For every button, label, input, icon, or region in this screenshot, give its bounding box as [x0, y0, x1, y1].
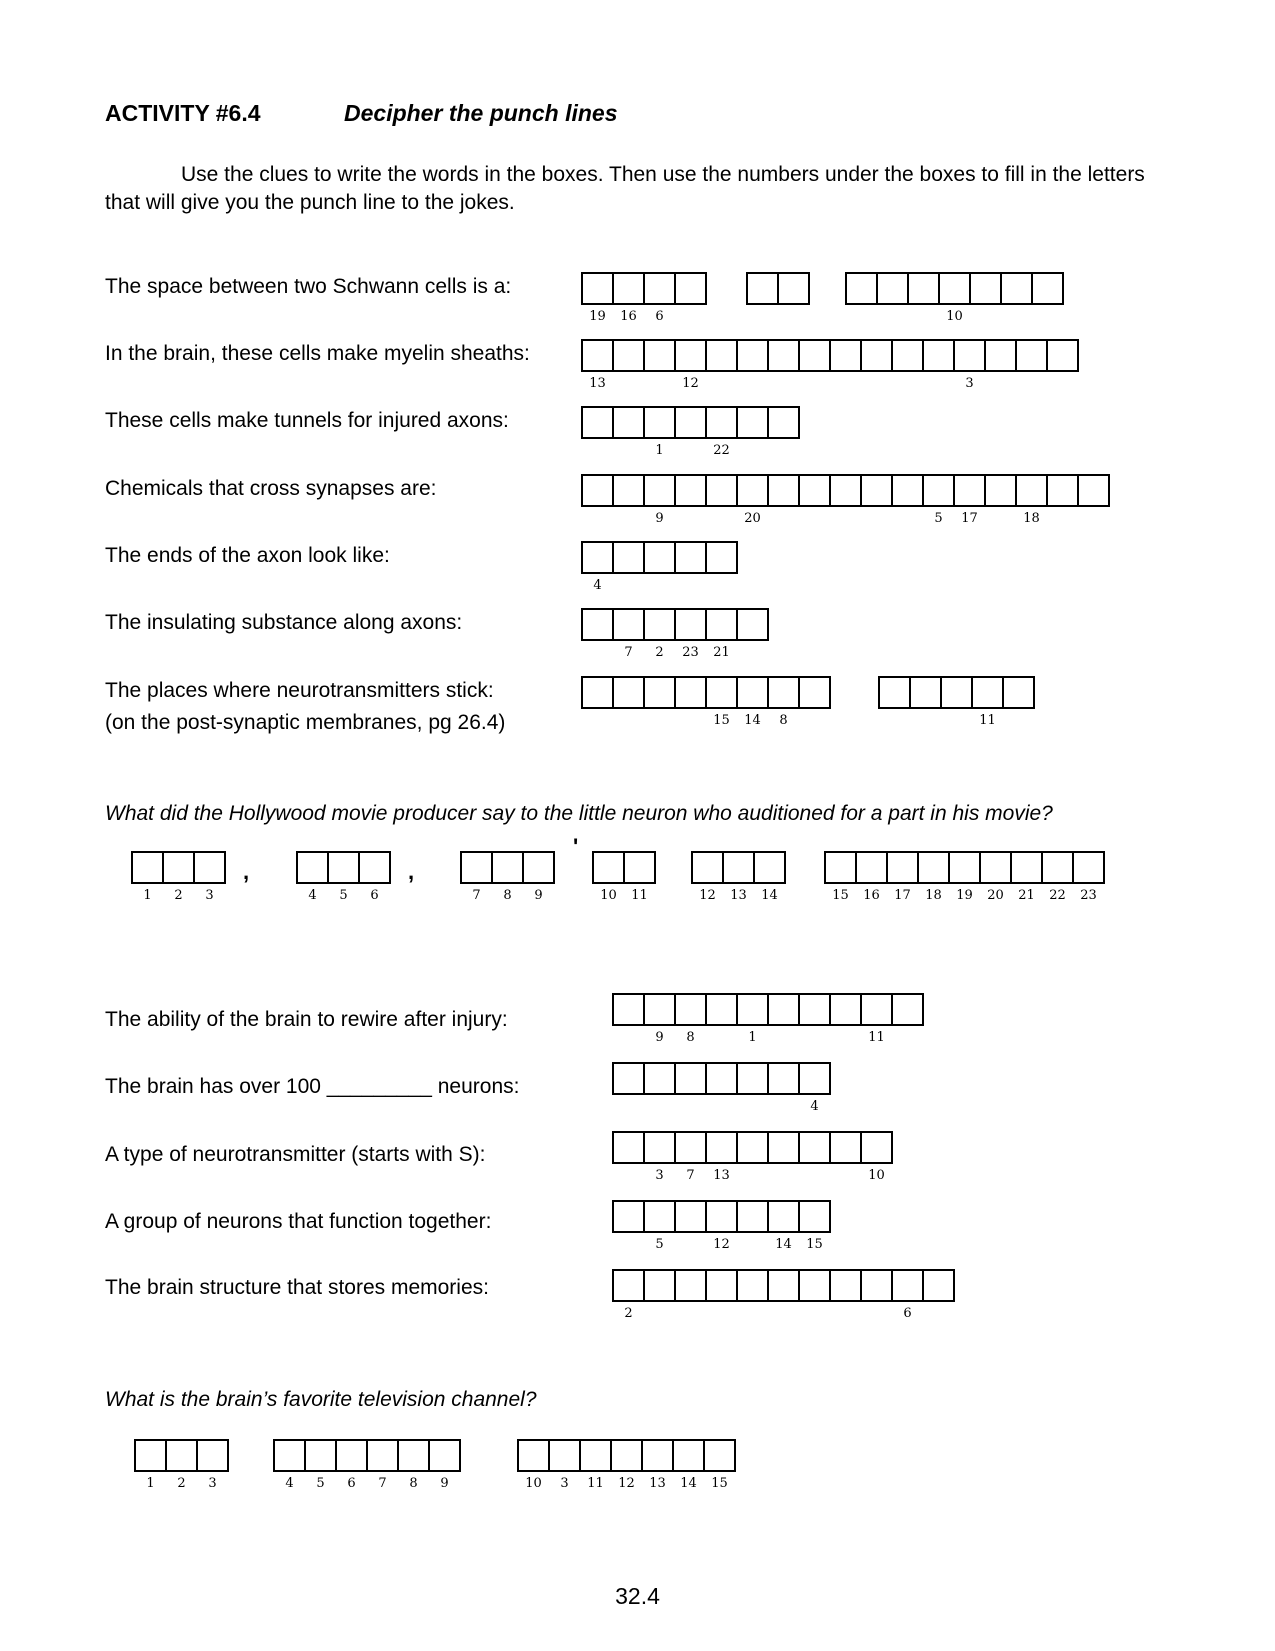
letter-number: 2 [177, 1476, 186, 1491]
letter-box[interactable] [767, 676, 800, 728]
letter-box[interactable] [612, 1062, 645, 1095]
letter-box[interactable] [674, 406, 707, 439]
letter-number: 15 [832, 888, 849, 903]
letter-box[interactable] [705, 1131, 738, 1183]
letter-box[interactable] [165, 1439, 198, 1491]
letter-box[interactable] [579, 1439, 612, 1491]
letter-box[interactable] [643, 1269, 676, 1302]
clue-text: The places where neurotransmitters stick: [105, 679, 494, 702]
letter-box[interactable] [971, 676, 1004, 728]
letter-box[interactable] [612, 993, 645, 1026]
letter-box[interactable] [1015, 474, 1048, 526]
letter-box[interactable] [860, 474, 893, 507]
clue-text: The space between two Schwann cells is a: [105, 275, 512, 298]
clue-text: The insulating substance along axons: [105, 611, 463, 634]
letter-box[interactable] [592, 851, 625, 903]
letter-box[interactable] [674, 676, 707, 709]
letter-number: 10 [600, 888, 617, 903]
letter-number: 1 [143, 888, 152, 903]
letter-box[interactable] [736, 1131, 769, 1164]
letter-box[interactable] [829, 993, 862, 1026]
letter-box[interactable] [1046, 339, 1079, 372]
letter-box[interactable] [691, 851, 724, 903]
letter-box[interactable] [891, 1269, 924, 1321]
letter-box[interactable] [909, 676, 942, 709]
letter-number: 20 [744, 511, 761, 526]
clue-answer-boxes [581, 541, 738, 593]
letter-number: 13 [713, 1168, 730, 1183]
punch-line-boxes [296, 851, 391, 903]
punch-line-boxes [273, 1439, 461, 1491]
letter-box[interactable] [767, 993, 800, 1026]
letter-number: 4 [308, 888, 317, 903]
letter-box[interactable] [643, 676, 676, 709]
letter-box[interactable] [860, 993, 893, 1045]
letter-box[interactable] [581, 406, 614, 439]
clue-answer-boxes [612, 1269, 955, 1321]
letter-box[interactable] [674, 1200, 707, 1233]
letter-box[interactable] [335, 1439, 368, 1491]
letter-box[interactable] [1002, 676, 1035, 709]
letter-box[interactable] [581, 272, 614, 324]
letter-box[interactable] [522, 851, 555, 903]
clue-text: The ends of the axon look like: [105, 544, 390, 567]
letter-box[interactable] [674, 339, 707, 391]
letter-box[interactable] [917, 851, 950, 903]
letter-box[interactable] [940, 676, 973, 709]
letter-box[interactable] [876, 272, 909, 305]
letter-number: 22 [1049, 888, 1066, 903]
letter-box[interactable] [705, 993, 738, 1026]
joke-question-1: What did the Hollywood movie producer say to the little neuron who auditioned for a part in his movie? [105, 802, 1053, 825]
page-number: 32.4 [615, 1583, 660, 1609]
letter-number: 20 [987, 888, 1004, 903]
letter-number: 10 [946, 309, 963, 324]
letter-number: 12 [618, 1476, 635, 1491]
letter-box[interactable] [196, 1439, 229, 1491]
letter-box[interactable] [134, 1439, 167, 1491]
letter-box[interactable] [674, 541, 707, 574]
punctuation-mark: , [408, 859, 415, 884]
instructions: Use the clues to write the words in the boxes. Then use the numbers under the boxes to fill in the letters that will give you the punch line to the jokes. [105, 163, 1145, 214]
letter-box[interactable] [581, 474, 614, 507]
letter-box[interactable] [767, 474, 800, 507]
activity-title: Decipher the punch lines [344, 100, 618, 126]
clue-answer-boxes [746, 272, 810, 305]
letter-number: 8 [779, 713, 788, 728]
letter-number: 18 [925, 888, 942, 903]
letter-number: 2 [655, 645, 664, 660]
letter-box[interactable] [798, 339, 831, 372]
punctuation-mark: ' [573, 834, 579, 859]
letter-number: 9 [440, 1476, 449, 1491]
letter-box[interactable] [643, 406, 676, 458]
letter-number: 4 [810, 1099, 819, 1114]
letter-box[interactable] [705, 541, 738, 574]
letter-box[interactable] [612, 1200, 645, 1233]
letter-box[interactable] [953, 474, 986, 526]
letter-box[interactable] [705, 339, 738, 372]
letter-box[interactable] [581, 676, 614, 709]
letter-box[interactable] [984, 339, 1017, 372]
letter-number: 13 [649, 1476, 666, 1491]
letter-number: 8 [686, 1030, 695, 1045]
clue-text: The brain structure that stores memories: [105, 1276, 489, 1299]
joke-question-2: What is the brain’s favorite television channel? [105, 1388, 537, 1411]
letter-box[interactable] [736, 1269, 769, 1302]
letter-number: 6 [655, 309, 664, 324]
letter-box[interactable] [705, 676, 738, 728]
letter-box[interactable] [829, 474, 862, 507]
letter-box[interactable] [845, 272, 878, 305]
letter-box[interactable] [1010, 851, 1043, 903]
letter-box[interactable] [517, 1439, 550, 1491]
letter-box[interactable] [612, 676, 645, 709]
letter-box[interactable] [193, 851, 226, 903]
letter-box[interactable] [548, 1439, 581, 1491]
punch-line-boxes [592, 851, 656, 903]
letter-number: 15 [806, 1237, 823, 1252]
letter-box[interactable] [886, 851, 919, 903]
letter-box[interactable] [1000, 272, 1033, 305]
clue-answer-boxes [612, 993, 924, 1045]
letter-box[interactable] [273, 1439, 306, 1491]
letter-box[interactable] [922, 1269, 955, 1302]
letter-box[interactable] [672, 1439, 705, 1491]
letter-number: 18 [1023, 511, 1040, 526]
letter-box[interactable] [581, 608, 614, 641]
letter-box[interactable] [948, 851, 981, 903]
letter-number: 5 [934, 511, 943, 526]
letter-box[interactable] [612, 272, 645, 324]
letter-box[interactable] [829, 339, 862, 372]
letter-box[interactable] [623, 851, 656, 903]
clue-answer-boxes [878, 676, 1035, 728]
letter-number: 8 [409, 1476, 418, 1491]
letter-box[interactable] [643, 993, 676, 1045]
clue-text-note: (on the post-synaptic membranes, pg 26.4) [105, 711, 506, 734]
letter-box[interactable] [824, 851, 857, 903]
letter-box[interactable] [1015, 339, 1048, 372]
letter-number: 23 [1080, 888, 1097, 903]
activity-number: ACTIVITY #6.4 [105, 100, 261, 126]
punch-line-boxes [131, 851, 226, 903]
letter-box[interactable] [460, 851, 493, 903]
letter-box[interactable] [767, 406, 800, 439]
letter-box[interactable] [922, 339, 955, 372]
letter-box[interactable] [829, 1131, 862, 1164]
letter-box[interactable] [705, 608, 738, 660]
letter-box[interactable] [327, 851, 360, 903]
letter-box[interactable] [612, 1269, 645, 1321]
punctuation-mark: , [243, 859, 250, 884]
letter-box[interactable] [674, 474, 707, 507]
letter-box[interactable] [612, 1131, 645, 1164]
letter-box[interactable] [643, 541, 676, 574]
letter-box[interactable] [736, 608, 769, 641]
letter-box[interactable] [296, 851, 329, 903]
letter-box[interactable] [674, 1062, 707, 1095]
letter-number: 14 [680, 1476, 697, 1491]
letter-box[interactable] [397, 1439, 430, 1491]
letter-number: 2 [174, 888, 183, 903]
letter-box[interactable] [753, 851, 786, 903]
letter-number: 13 [589, 376, 606, 391]
letter-box[interactable] [366, 1439, 399, 1491]
letter-box[interactable] [736, 1200, 769, 1233]
letter-number: 14 [775, 1237, 792, 1252]
letter-box[interactable] [736, 676, 769, 728]
letter-box[interactable] [674, 608, 707, 660]
letter-number: 21 [1018, 888, 1035, 903]
letter-number: 7 [686, 1168, 695, 1183]
letter-box[interactable] [705, 1200, 738, 1252]
letter-box[interactable] [736, 474, 769, 526]
letter-number: 10 [525, 1476, 542, 1491]
letter-box[interactable] [610, 1439, 643, 1491]
letter-number: 7 [378, 1476, 387, 1491]
letter-number: 11 [631, 888, 648, 903]
letter-number: 12 [682, 376, 699, 391]
letter-box[interactable] [855, 851, 888, 903]
letter-box[interactable] [798, 676, 831, 709]
letter-number: 16 [620, 309, 637, 324]
letter-box[interactable] [969, 272, 1002, 305]
letter-number: 2 [624, 1306, 633, 1321]
punch-line-boxes [460, 851, 555, 903]
letter-box[interactable] [581, 541, 614, 593]
letter-number: 4 [593, 578, 602, 593]
letter-number: 19 [956, 888, 973, 903]
letter-box[interactable] [674, 993, 707, 1045]
letter-number: 12 [713, 1237, 730, 1252]
letter-number: 21 [713, 645, 730, 660]
letter-number: 11 [979, 713, 996, 728]
letter-box[interactable] [736, 339, 769, 372]
clue-answer-boxes [612, 1131, 893, 1183]
clue-text: A type of neurotransmitter (starts with S): [105, 1143, 486, 1166]
letter-box[interactable] [491, 851, 524, 903]
letter-box[interactable] [1072, 851, 1105, 903]
letter-box[interactable] [703, 1439, 736, 1491]
clue-answer-boxes [612, 1200, 831, 1252]
clue-text: The ability of the brain to rewire after injury: [105, 1008, 508, 1031]
letter-number: 3 [205, 888, 214, 903]
clue-text: Chemicals that cross synapses are: [105, 477, 437, 500]
letter-box[interactable] [798, 1269, 831, 1302]
letter-box[interactable] [1041, 851, 1074, 903]
letter-number: 9 [655, 511, 664, 526]
letter-number: 17 [961, 511, 978, 526]
letter-box[interactable] [798, 993, 831, 1026]
letter-box[interactable] [767, 1269, 800, 1302]
letter-box[interactable] [1046, 474, 1079, 507]
letter-box[interactable] [304, 1439, 337, 1491]
letter-box[interactable] [641, 1439, 674, 1491]
letter-number: 7 [624, 645, 633, 660]
letter-number: 1 [748, 1030, 757, 1045]
letter-number: 11 [868, 1030, 885, 1045]
letter-number: 16 [863, 888, 880, 903]
letter-number: 9 [534, 888, 543, 903]
letter-box[interactable] [1031, 272, 1064, 305]
letter-box[interactable] [705, 1269, 738, 1302]
letter-box[interactable] [798, 1200, 831, 1252]
letter-box[interactable] [979, 851, 1012, 903]
letter-box[interactable] [705, 406, 738, 458]
letter-box[interactable] [953, 339, 986, 391]
letter-number: 3 [655, 1168, 664, 1183]
letter-number: 9 [655, 1030, 664, 1045]
letter-number: 22 [713, 443, 730, 458]
letter-box[interactable] [860, 1269, 893, 1302]
letter-box[interactable] [798, 474, 831, 507]
letter-number: 8 [503, 888, 512, 903]
punch-line-boxes [134, 1439, 229, 1491]
letter-box[interactable] [674, 1131, 707, 1183]
letter-number: 10 [868, 1168, 885, 1183]
punch-line-boxes [517, 1439, 736, 1491]
letter-number: 5 [316, 1476, 325, 1491]
letter-number: 14 [761, 888, 778, 903]
letter-box[interactable] [612, 474, 645, 507]
letter-number: 1 [146, 1476, 155, 1491]
letter-box[interactable] [358, 851, 391, 903]
letter-box[interactable] [612, 339, 645, 372]
letter-box[interactable] [131, 851, 164, 903]
letter-box[interactable] [674, 1269, 707, 1302]
letter-box[interactable] [746, 272, 779, 305]
letter-number: 5 [339, 888, 348, 903]
letter-box[interactable] [612, 608, 645, 660]
clue-answer-boxes [581, 406, 800, 458]
letter-number: 7 [472, 888, 481, 903]
letter-box[interactable] [428, 1439, 461, 1491]
clue-text: These cells make tunnels for injured axons: [105, 409, 509, 432]
letter-number: 12 [699, 888, 716, 903]
clue-answer-boxes [612, 1062, 831, 1114]
letter-box[interactable] [674, 272, 707, 305]
letter-box[interactable] [891, 339, 924, 372]
letter-box[interactable] [643, 474, 676, 526]
letter-box[interactable] [612, 406, 645, 439]
letter-number: 1 [655, 443, 664, 458]
clue-answer-boxes [581, 474, 1110, 526]
letter-box[interactable] [643, 608, 676, 660]
letter-box[interactable] [891, 474, 924, 507]
letter-number: 4 [285, 1476, 294, 1491]
clue-text: In the brain, these cells make myelin sheaths: [105, 342, 530, 365]
letter-number: 17 [894, 888, 911, 903]
clue-text: The brain has over 100 _________ neurons: [105, 1075, 520, 1098]
letter-box[interactable] [643, 1131, 676, 1183]
letter-number: 6 [370, 888, 379, 903]
clue-answer-boxes [845, 272, 1064, 324]
letter-number: 6 [903, 1306, 912, 1321]
clue-text: A group of neurons that function together: [105, 1210, 492, 1233]
letter-box[interactable] [922, 474, 955, 526]
letter-number: 15 [713, 713, 730, 728]
letter-box[interactable] [860, 1131, 893, 1183]
letter-number: 14 [744, 713, 761, 728]
letter-box[interactable] [736, 406, 769, 439]
clue-answer-boxes [581, 608, 769, 660]
letter-number: 3 [965, 376, 974, 391]
letter-box[interactable] [1077, 474, 1110, 507]
letter-box[interactable] [891, 993, 924, 1026]
letter-box[interactable] [612, 541, 645, 574]
letter-box[interactable] [767, 1200, 800, 1252]
letter-box[interactable] [829, 1269, 862, 1302]
letter-box[interactable] [643, 1062, 676, 1095]
letter-box[interactable] [767, 1131, 800, 1164]
letter-box[interactable] [643, 339, 676, 372]
letter-number: 23 [682, 645, 699, 660]
letter-number: 3 [208, 1476, 217, 1491]
clue-answer-boxes [581, 339, 1079, 391]
letter-box[interactable] [722, 851, 755, 903]
letter-box[interactable] [860, 339, 893, 372]
letter-box[interactable] [907, 272, 940, 305]
letter-number: 6 [347, 1476, 356, 1491]
letter-box[interactable] [767, 1062, 800, 1095]
letter-number: 15 [711, 1476, 728, 1491]
letter-box[interactable] [162, 851, 195, 903]
letter-box[interactable] [581, 339, 614, 391]
letter-box[interactable] [798, 1062, 831, 1114]
letter-box[interactable] [798, 1131, 831, 1164]
letter-box[interactable] [705, 474, 738, 507]
letter-number: 3 [560, 1476, 569, 1491]
letter-box[interactable] [643, 1200, 676, 1252]
punch-line-boxes [824, 851, 1105, 903]
letter-box[interactable] [878, 676, 911, 709]
clue-answer-boxes [581, 272, 707, 324]
letter-box[interactable] [767, 339, 800, 372]
letter-box[interactable] [736, 993, 769, 1045]
letter-box[interactable] [736, 1062, 769, 1095]
letter-number: 5 [655, 1237, 664, 1252]
letter-number: 13 [730, 888, 747, 903]
letter-box[interactable] [777, 272, 810, 305]
letter-box[interactable] [643, 272, 676, 324]
letter-number: 19 [589, 309, 606, 324]
punch-line-boxes [691, 851, 786, 903]
clue-answer-boxes [581, 676, 831, 728]
letter-box[interactable] [705, 1062, 738, 1095]
letter-number: 11 [587, 1476, 604, 1491]
letter-box[interactable] [938, 272, 971, 324]
letter-box[interactable] [984, 474, 1017, 507]
